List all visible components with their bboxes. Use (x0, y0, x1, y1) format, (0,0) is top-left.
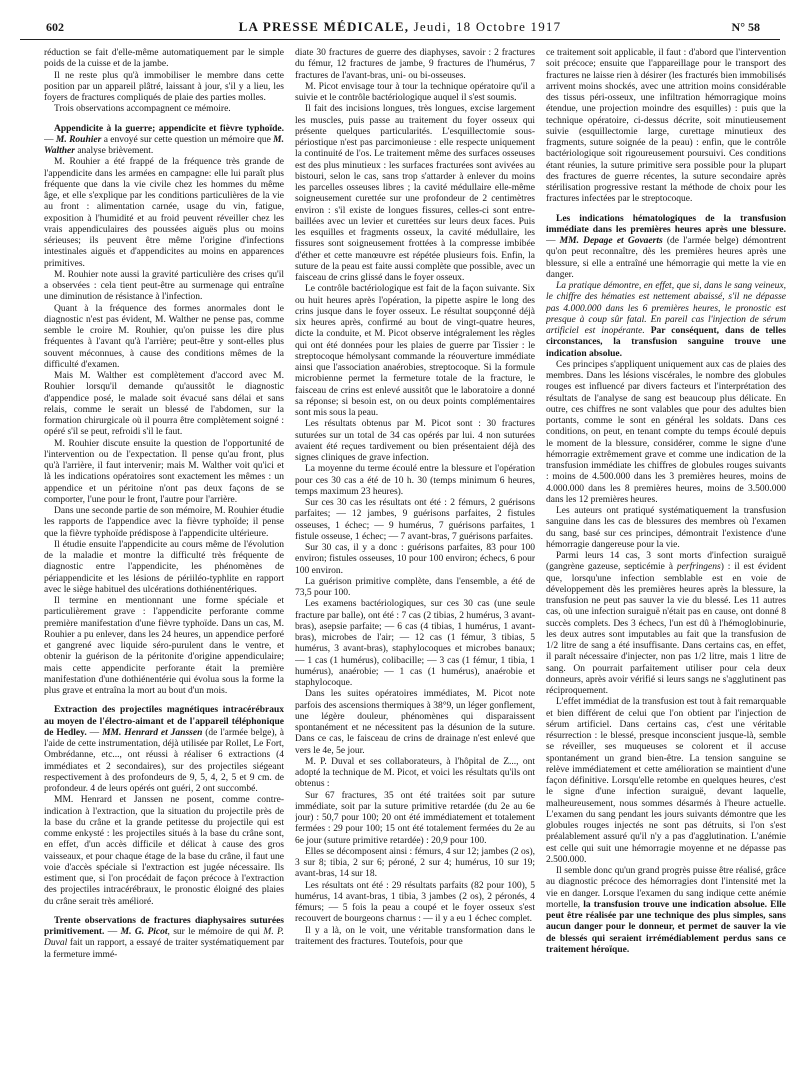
section-fractures: Trente observations de fractures diaphysaires suturées primitivement. — M. G. Picot, sur le mémoire de qui M. P. Duval fait un rapport, a essayé de traiter systématiquement par la fermeture immé- (44, 915, 284, 960)
paragraph: Il étudie ensuite l'appendicite au cours même de l'évolution de la maladie et montre la difficulté très fréquente de diagnostic entre l'appendicite, les phénomènes de périappendicite et les lésions de périiléo-typhlite en rapport avec le siège habituel des ulcérations dothiénentériques. (44, 539, 284, 595)
paragraph: La guérison primitive complète, dans l'ensemble, a été de 73,5 pour 100. (295, 576, 535, 598)
issue-date: Jeudi, 18 Octobre 1917 (413, 19, 562, 34)
paragraph: ce traitement soit applicable, il faut : d'abord que l'intervention soit précoce; ensuite que l'appareillage pour le transport des fractures ne laisse rien à désirer (les fracturés bien immobilisés arrivent moins shockés, avec une attrition moins considérable des tissus péri-osseux, une infiltration hémorragique moins étendue, une projection moindre des esquilles) : puis que la technique opératoire, ci-dessus décrite, soit minutieusement suivie (esquillectomie large, curettage minutieux des fragments, suture soignée de la peau) : enfin, que le contrôle bactériologique soit rigoureusement poursuivi. Ces conditions étant réunies, la suture primitive sera possible pour la plupart des fractures de guerre récentes, la suture secondaire après stérilisation progressive restant la méthode de choix pour les fractures infectées par le streptocoque. (546, 48, 786, 205)
issue-number: N° 58 (731, 20, 760, 34)
paragraph: Sur 67 fractures, 35 ont été traitées soit par suture immédiate, soit par la suture primitive retardée (du 2e au 6e jour) : 50,7 pour 100; 20 ont été immédiatement et totalement fermées : 29 pour 100; 15 ont été totalement fermées du 2e au 6e jour (suture primitive retardée) : 20,9 pour 100. (295, 790, 535, 846)
paragraph: Dans une seconde partie de son mémoire, M. Rouhier étudie les rapports de l'appendice avec la fièvre typhoïde; il pense que la fièvre typhoïde prédispose à l'appendicite ultérieure. (44, 506, 284, 539)
paragraph: réduction se fait d'elle-même automatiquement par le simple poids de la cuisse et de la jambe. (44, 48, 284, 70)
section-appendicite: Appendicite à la guerre; appendicite et fièvre typhoïde. — M. Rouhier a envoyé sur cette question un mémoire que M. Walther analyse brièvement. (44, 123, 284, 156)
section-text: (de l'armée belge), à l'aide de cette instrumentation, déjà utilisée par Rollet, Le Fort, Ombrédanne, etc..., ont réussi à réaliser 6 extractions (4 immédiates et 2 secondaires), sur des projectiles siégeant respectivement à des profondeurs de 9, 5, 4, 2, 5 et 9 cm. de profondeur. 4 de leurs opérés ont guéri, 2 ont succombé. (44, 727, 284, 794)
section-text: analyse brièvement. (77, 146, 154, 156)
paragraph: Il ne reste plus qu'à immobiliser le membre dans cette position par un appareil plâtré, laissant à jour, s'il y a lieu, les foyers de fractures compliqués de plaie des parties molles. (44, 70, 284, 103)
paragraph-quote (546, 281, 786, 360)
paragraph: Le contrôle bactériologique est fait de la façon suivante. Six ou huit heures après l'opération, la pipette aspire le long des crins jusque dans le foyer osseux. Le résultat soupçonné déjà six heures après, confirmé au bout de vingt-quatre heures, dicte la conduite, et M. Picot observe intégralement les règles qui ont été données pour les plaies de guerre par Tissier : le streptocoque hémolysant commande la réouverture immédiate ainsi que l'association anaérobies, streptocoque. Si la formule microbienne permet la fermeture totale de la fracture, le faisceau de crins est enlevé aussitôt que le laboratoire a donné sa réponse; si besoin est, on ou deux points complémentaires sont mis sous la peau. (295, 284, 535, 418)
page-header (20, 16, 780, 40)
column-2 (295, 48, 535, 1072)
paragraph: Il y a là, on le voit, une véritable transformation dans le traitement des fractures. Toutefois, pour que (295, 925, 535, 947)
section-author: M. G. Picot (120, 927, 168, 937)
column-1 (44, 48, 284, 1072)
section-title: Extraction des projectiles magnétiques intracérébraux au moyen de l'électro-aimant et de l'appareil téléphonique de Hedley. (44, 705, 284, 738)
section-person: M. P. Duval (44, 927, 284, 949)
section-text: (de l'armée belge) démontrent qu'on peut reconnaître, dès les premières heures après une blessure, si elle a entraîné une hémorragie qui mette la vie en danger. (546, 236, 786, 280)
paragraph: Les résultats obtenus par M. Picot sont : 30 fractures suturées sur un total de 34 cas opérés par lui. 4 non suturées avaient été reçues tardivement ou bien présentaient déjà des signes cliniques de grave infection. (295, 419, 535, 463)
bold-statement: Par conséquent, dans de telles circonstances, la transfusion sanguine trouve une indication absolue. (546, 326, 786, 359)
section-text: , sur le mémoire de qui (167, 927, 261, 937)
paragraph: M. P. Duval et ses collaborateurs, à l'hôpital de Z..., ont adopté la technique de M. Picot, et voici les résultats qu'ils ont obtenus : (295, 756, 535, 790)
paragraph: MM. Henrard et Janssen ne posent, comme contre-indication à l'extraction, que la situation du projectile près de la base du crâne et la grande petitesse du projectile qui est comme enkysté : les projectiles situés à la base du crâne sont, en effet, d'un accès difficile et délicat à cause des gros vaisseaux, et pour chaque étage de la base du crâne, il faut une voie d'accès spéciale si l'extraction est jugée nécessaire. Ils estiment que, si l'on procédait de façon précoce à l'extraction des projectiles intracérébraux, le pronostic éloigné des plaies du crâne serait très amélioré. (44, 795, 284, 907)
paragraph: M. Rouhier note aussi la gravité particulière des crises qu'il a observées : cela tient peut-être au surmenage qui entraîne une diminution de résistance à l'infection. (44, 269, 284, 303)
paragraph: Mais M. Walther est complètement d'accord avec M. Rouhier lorsqu'il demande qu'aussitôt le diagnostic d'appendice posé, le malade soit évacué sans délai et sans relais, comme le serait un blessé de l'abdomen, sur la formation chirurgicale où il pourra être complètement soigné : opéré s'il se peut, refroidi s'il le faut. (44, 371, 284, 438)
section-author: M. Rouhier (55, 134, 102, 145)
paragraph: Il fait des incisions longues, très longues, excise largement les muscles, puis passe au traitement du foyer osseux qui présente quelques particularités. L'esquillectomie sous-périostique n'est pas parcimonieuse : elle respecte uniquement la continuité de l'os. Le traitement même des surfaces osseuses est des plus minutieux : les surfaces fracturées sont avivées au bistouri, selon le cas, sans trop s'attarder à enlever du moins les parcelles osseuses libres ; la cavité médullaire elle-même soigneusement curettée sur une profondeur de 2 centimètres environ : s'il existe de longues fissures, celles-ci sont entre-baillées avec un levier et curettées sur leurs deux faces. Puis les esquilles et fragments osseux, la cavité médullaire, les fissures sont soigneusement frottées à la compresse imbibée d'éther et cette manœuvre est répétée plusieurs fois. Enfin, la suture de la peau est faite aussi complète que possible, avec un faisceau de crins glissé dans le foyer osseux. (295, 104, 535, 283)
bold-statement: la transfusion trouve une indication absolue. Elle peut être réalisée par une technique des plus simples, sans aucun danger pour le donneur, et permet de sauver la vie de blessés qui seraient irrémédiablement perdus sans ce traitement héroïque. (546, 899, 786, 955)
section-transfusion: Les indications hématologiques de la transfusion immédiate dans les premières heures après une blessure. — MM. Depage et Govaerts (de l'armée belge) démontrent qu'on peut reconnaître, dès les premières heures après une blessure, si elle a entraîné une hémorragie qui mette la vie en danger. (546, 213, 786, 280)
paragraph: Les résultats ont été : 29 résultats parfaits (82 pour 100), 5 humérus, 14 avant-bras, 1 tibia, 3 jambes (2 os), 2 péronés, 4 fémurs; — 5 fois la peau a coupé et le foyer osseux s'est recouvert de bourgeons charnus : — il y a eu 1 échec complet. (295, 880, 535, 925)
paragraph (546, 866, 786, 956)
paragraph-text: Parmi leurs 14 cas, 3 sont morts d'infection suraiguë (gangrène gazeuse, septicémie à (546, 551, 786, 573)
paragraph: Dans les suites opératoires immédiates, M. Picot note parfois des ascensions thermiques à 38°9, un léger gonflement, une légère douleur, phénomènes qui disparaissent spontanément et ne nécessitent pas la désunion de la suture. Dans ce cas, le faisceau de crins de drainage n'est enlevé que vers le 4e, 5e jour. (295, 689, 535, 756)
paragraph-text: ) : il est évident que, lorsqu'une infection semblable est en voie de développement dès les premières heures après la blessure, la transfusion ne peut pas sauver la vie du blessé. Les 11 autres cas, où une infection suraiguë n'était pas en cause, ont donné 8 succès complets. Des 3 échecs, l'un est dû à l'hémoglobinurie, les deux autres sont imputables au fait que la transfusion de 1/2 litre de sang a été insuffisante. Dans certains cas, en effet, il paraît nécessaire d'injecter, non pas 1/2 litre, mais 1 litre de sang. On pourrait parfaitement utiliser pour cela deux donneurs, après avoir vérifié si leurs sangs ne s'agglutinent pas réciproquement. (546, 562, 786, 696)
section-author: MM. Depage et Govaerts (559, 236, 663, 246)
paragraph: M. Rouhier discute ensuite la question de l'opportunité de l'intervention ou de l'expectation. Il pense qu'au front, plus qu'à l'arrière, il faut intervenir; mais M. Walther voit qu'ici et là les indications opératoires sont exactement les mêmes : un appendice et un péritoine n'ont pas deux façons de se comporter, l'une pour le front, l'autre pour l'arrière. (44, 438, 284, 505)
paragraph (546, 551, 786, 697)
section-extraction: Extraction des projectiles magnétiques intracérébraux au moyen de l'électro-aimant et de l'appareil téléphonique de Hedley. — MM. Henrard et Janssen (de l'armée belge), à l'aide de cette instrumentation, déjà utilisée par Rollet, Le Fort, Ombrédanne, etc..., ont réussi à réaliser 6 extractions (4 immédiates et 2 secondaires), sur des projectiles siégeant respectivement à des profondeurs de 9, 5, 4, 2, 5 et 9 cm. de profondeur. 4 de leurs opérés ont guéri, 2 ont succombé. (44, 705, 284, 794)
paragraph: M. Rouhier a été frappé de la fréquence très grande de l'appendicite dans les armées en campagne: elle lui paraît plus fréquente que dans la vie civile chez les hommes du même âge, et elle s'explique par les conditions particulières de la vie au front : alimentation carnée, usage du vin, fatigue, exposition à l'humidité et au froid peuvent réveiller chez les vrais appendiculaires des poussées aiguës plus ou moins sérieuses; ils peuvent être même l'origine d'infections intestinales aiguës et d'appendicites au moins en apparences primitives. (44, 157, 284, 269)
section-title: Les indications hématologiques de la transfusion immédiate dans les premières heures après une blessure. (546, 213, 786, 235)
species-name: perfringens (676, 562, 721, 573)
paragraph: Ces principes s'appliquent uniquement aux cas de plaies des membres. Dans les lésions viscérales, le nombre des globules rouges est influencé par divers facteurs et l'interprétation des résultats de l'analyse de sang est beaucoup plus délicate. En outre, ces chiffres ne sont valables que pour des adultes bien portants, comme le sont en général les soldats. Dans ces conditions, on peut, en tenant compte du temps écoulé depuis le moment de la blessure, considérer, comme le signe d'une hémorragie extrêmement grave et comme une indication de la transfusion immédiate les chiffres de globules rouges suivants : moins de 4.500.000 dans les 3 premières heures, moins de 4.000.000 dans les 8 premières heures, moins de 3.500.000 dans les 12 premières heures. (546, 359, 786, 505)
section-title: Appendicite à la guerre; appendicite et fièvre typhoïde. (54, 123, 284, 134)
section-text: fait un rapport, a essayé de traiter systématiquement par la fermeture immé- (44, 938, 284, 960)
paragraph: Elles se décomposent ainsi : fémurs, 4 sur 12; jambes (2 os), 3 sur 8; tibia, 2 sur 6; péroné, 2 sur 4; humérus, 10 sur 19; avant-bras, 14 sur 18. (295, 846, 535, 880)
page-number: 602 (46, 20, 64, 34)
journal-title (20, 19, 780, 35)
paragraph: Les examens bactériologiques, sur ces 30 cas (une seule fracture par balle), ont été : 7 cas (2 tibias, 2 humérus, 3 avant-bras), asepsie parfaite; — 6 cas (4 tibias, 1 humérus, 1 avant-bras), microbes de l'air; — 12 cas (1 fémur, 3 tibias, 5 humérus, 3 avant-bras), staphylocoques et microbes banaux; — 1 cas (1 humérus), colibacille; — 3 cas (1 fémur, 1 tibia, 1 humérus), anaérobie; — 1 cas (1 humérus), anaérobie et staphylocoque. (295, 599, 535, 688)
section-person: M. Walther (44, 134, 284, 156)
paragraph: Sur 30 cas, il y a donc : guérisons parfaites, 83 pour 100 environ; fistules osseuses, 10 pour 100 environ; échecs, 6 pour 100 environ. (295, 543, 535, 576)
paragraph: Les auteurs ont pratiqué systématiquement la transfusion sanguine dans les cas de blessures des membres où l'examen du sang, basé sur ces principes, démontrait l'existence d'une hémorragie dangereuse pour la vie. (546, 506, 786, 550)
paragraph: La moyenne du terme écoulé entre la blessure et l'opération pour ces 30 cas a été de 10 h. 30 (temps minimum 6 heures, temps maximum 23 heures). (295, 464, 535, 497)
paragraph: Il termine en mentionnant une forme spéciale et particulièrement grave : l'appendicite perforante comme première manifestation d'une fièvre typhoïde. Dans un cas, M. Rouhier a pu enlever, dans les 24 heures, un appendice perforé et gangrené avec liquide séro-purulent dans le ventre, et obtenir la guérison de la péritonite d'origine appendiculaire; mais cette appendicite perforante était la première manifestation d'une dothiénentérie qui évolua sous la forme la plus grave et entraîna la mort au bout d'un mois. (44, 596, 284, 696)
section-text: a envoyé sur cette question un mémoire que (103, 134, 271, 145)
paragraph: diate 30 fractures de guerre des diaphyses, savoir : 2 fractures du fémur, 12 fractures de jambe, 9 fractures de l'humérus, 7 fractures de l'avant-bras, uni- ou bi-osseuses. (295, 48, 535, 81)
paragraph: L'effet immédiat de la transfusion est tout à fait remarquable et bien différent de celui que l'on obtient par l'injection de sérum artificiel. Dans certains cas, c'est une véritable résurrection : le blessé, presque inconscient jusque-là, semble se réveiller, ses muqueuses se colorent et il accuse spontanément un grand bien-être. La tension sanguine se relève immédiatement et cette amélioration se maintient d'une façon définitive. Lorsqu'elle retombe en quelques heures, c'est le signe d'une infection suraiguë, devant laquelle, malheureusement, nous sommes désarmés à l'heure actuelle. L'examen du sang pendant les jours suivants démontre que les globules rouges injectés ne sont pas détruits, si l'on s'est préalablement assuré qu'il n'y a pas d'agglutination. L'anémie est celle qui suit une hémorragie moyenne et ne dépasse pas 2.500.000. (546, 697, 786, 865)
quote-text: La pratique démontre, en effet, que si, dans le sang veineux, le chiffre des hématies est nettement abaissé, s'il ne dépasse pas 4.000.000 dans les 6 premières heures, le pronostic est presque à coup sûr fatal. En pareil cas l'injection de sérum artificiel est inopérante. (546, 281, 786, 336)
paragraph: Quant à la fréquence des formes anormales dont le diagnostic n'est pas évident, M. Walther ne pense pas, comme semble le croire M. Rouhier, qu'on puisse les dire plus fréquentes à l'avant qu'à l'arrière; peut-être y sont-elles plus souvent méconnues, à cause des conditions mêmes de la difficulté d'examen. (44, 303, 284, 370)
section-author: MM. Henrard et Janssen (102, 727, 203, 738)
paragraph: Trois observations accompagnent ce mémoire. (54, 104, 231, 115)
paragraph-text: Il semble donc qu'un grand progrès puisse être réalisé, grâce au diagnostic précoce des hémorragies dont l'intensité met la vie en danger. Lorsque l'examen du sang indique cette anémie mortelle, (546, 866, 786, 910)
paragraph: M. Picot envisage tour à tour la technique opératoire qu'il a suivie et le contrôle bactériologique auquel il s'est soumis. (295, 81, 535, 103)
section-title: Trente observations de fractures diaphysaires suturées primitivement. (44, 915, 284, 937)
column-3 (546, 48, 786, 1072)
journal-name: LA PRESSE MÉDICALE, (238, 19, 410, 34)
paragraph: Sur ces 30 cas les résultats ont été : 2 fémurs, 2 guérisons parfaites; — 12 jambes, 9 guérisons parfaites, 2 fistules osseuses, 1 échec; — 9 humérus, 7 guérisons parfaites, 1 fistule osseuse, 1 échec; — 7 avant-bras, 7 guérisons parfaites. (295, 498, 535, 542)
